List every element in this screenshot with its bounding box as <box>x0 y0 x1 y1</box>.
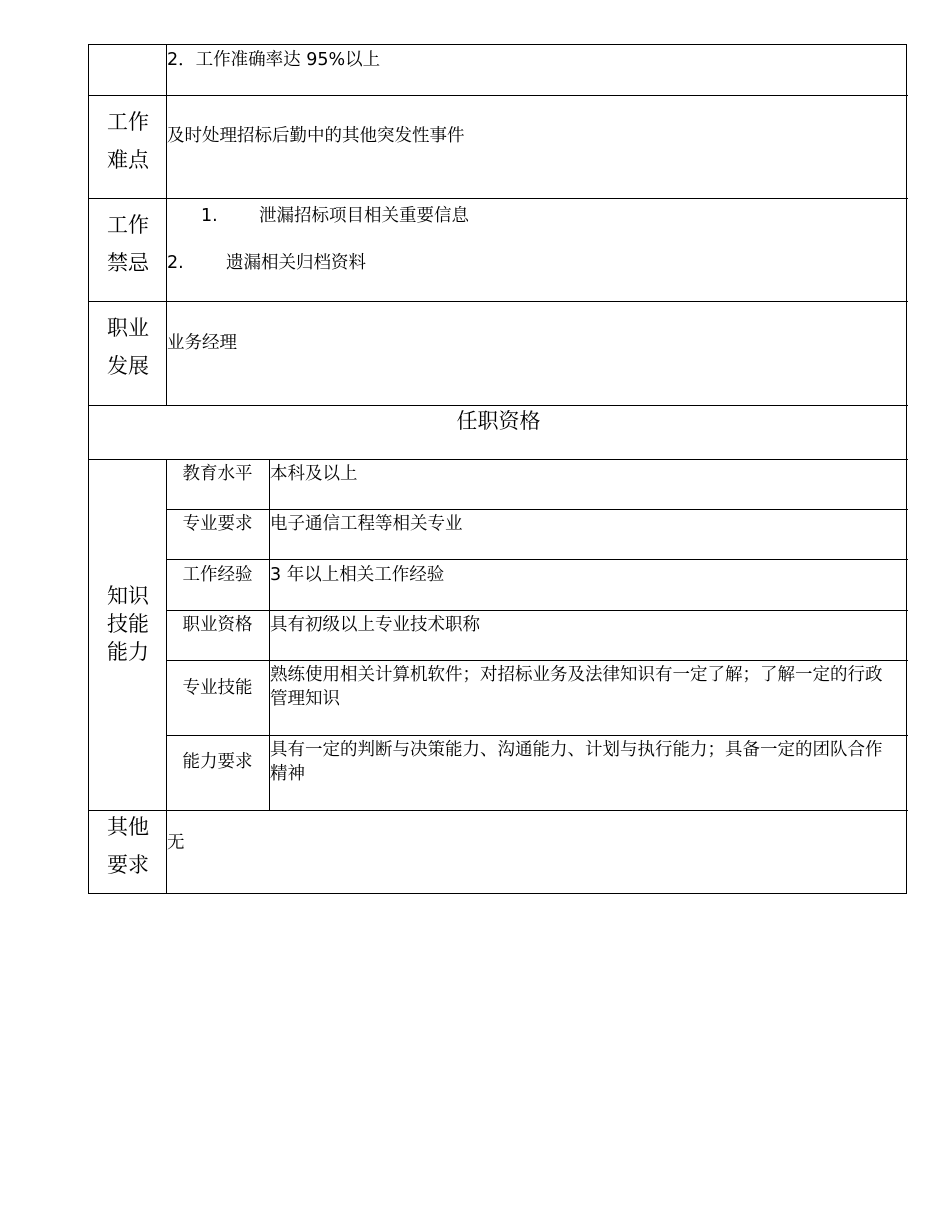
experience-value: 3 年以上相关工作经验 <box>270 565 445 585</box>
difficulty-label-line1: 工作 <box>107 110 149 134</box>
ability-label: 能力要求 <box>182 752 253 772</box>
career-text: 业务经理 <box>167 333 237 353</box>
group-label-line3: 能力 <box>107 640 149 664</box>
other-label <box>90 808 166 884</box>
certification-label: 职业资格 <box>182 615 253 635</box>
certification-value: 具有初级以上专业技术职称 <box>270 615 480 635</box>
taboo-label-line1: 工作 <box>107 213 149 237</box>
skills-label: 专业技能 <box>182 678 253 698</box>
group-label-line1: 知识 <box>107 584 149 608</box>
other-text: 无 <box>167 833 185 853</box>
taboo-item-1-text: 泄漏招标项目相关重要信息 <box>259 206 469 226</box>
qualifications-title: 任职资格 <box>456 409 541 433</box>
row-divider <box>167 509 908 510</box>
other-label-line1: 其他 <box>107 815 149 839</box>
knowledge-skills-label <box>90 582 166 666</box>
row-divider <box>167 610 908 611</box>
job-spec-table <box>88 44 907 894</box>
other-label-line2: 要求 <box>107 853 149 877</box>
row-divider <box>89 301 908 302</box>
ability-value: 具有一定的判断与决策能力、沟通能力、计划与执行能力；具备一定的团队合作精神 <box>270 740 883 784</box>
difficulty-label-line2: 难点 <box>107 148 149 172</box>
taboo-item-2-num: 2. <box>167 253 184 273</box>
career-label-line1: 职业 <box>107 316 149 340</box>
row-divider <box>89 810 908 811</box>
skills-value: 熟练使用相关计算机软件；对招标业务及法律知识有一定了解；了解一定的行政管理知识 <box>270 665 883 709</box>
group-label-line2: 技能 <box>107 612 149 636</box>
row-divider <box>89 405 908 406</box>
career-label-line2: 发展 <box>107 354 149 378</box>
education-value: 本科及以上 <box>270 464 358 484</box>
row-divider <box>89 459 908 460</box>
difficulty-text: 及时处理招标后勤中的其他突发性事件 <box>167 126 465 146</box>
major-label: 专业要求 <box>182 514 253 534</box>
row-divider <box>89 198 908 199</box>
row-divider <box>167 660 908 661</box>
taboo-item-2-text: 遗漏相关归档资料 <box>226 253 366 273</box>
row-divider <box>89 95 908 96</box>
major-value: 电子通信工程等相关专业 <box>270 514 463 534</box>
taboo-item-1-num: 1. <box>201 206 218 226</box>
experience-label: 工作经验 <box>182 565 253 585</box>
row-divider <box>167 735 908 736</box>
row-divider <box>167 559 908 560</box>
education-label: 教育水平 <box>182 464 253 484</box>
accuracy-text: 2．工作准确率达 95%以上 <box>167 50 381 70</box>
career-label <box>90 309 166 385</box>
taboo-label <box>90 206 166 282</box>
difficulty-label <box>90 103 166 179</box>
taboo-label-line2: 禁忌 <box>107 251 149 275</box>
